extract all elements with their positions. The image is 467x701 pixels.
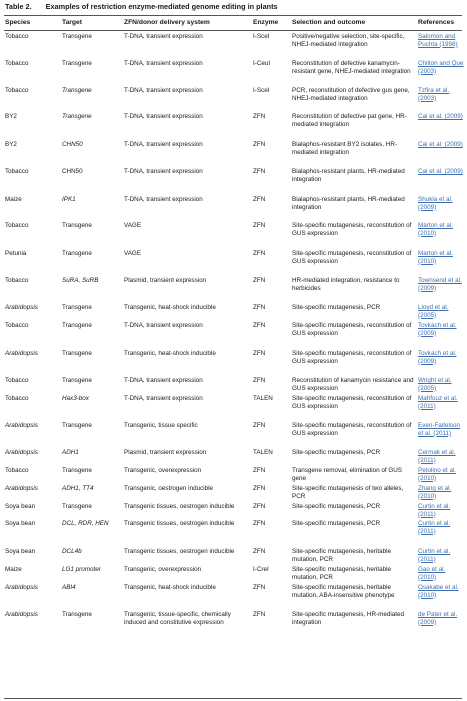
target-cell: Transgene	[62, 60, 92, 67]
target-cell: LG1 promoter	[62, 566, 101, 573]
enzyme-cell: ZFN	[253, 377, 266, 384]
top-rule	[4, 15, 462, 16]
system-cell: T-DNA, transient expression	[124, 377, 203, 384]
outcome-cell: Reconstitution of kanamycin resistance and GUS expression	[292, 377, 414, 392]
enzyme-cell: ZFN	[253, 422, 266, 429]
enzyme-cell: ZFN	[253, 503, 266, 510]
target-cell: ADH1	[62, 449, 79, 456]
species-cell: Tobacco	[5, 395, 29, 402]
species-cell: Arabidopsis	[5, 485, 38, 492]
outcome-cell: Site-specific mutagenesis, reconstitution of GUS expression	[292, 422, 412, 437]
outcome-cell: Site-specific mutagenesis, heritable mutation, PCR	[292, 566, 392, 581]
outcome-cell: Site-specific mutagenesis, PCR	[292, 304, 381, 311]
target-cell: Transgene	[62, 87, 92, 94]
reference-cell[interactable]: Wright et al. (2005)	[418, 377, 452, 392]
target-cell: Transgene	[62, 422, 92, 429]
outcome-cell: Site-specific mutagenesis, PCR	[292, 520, 381, 527]
outcome-cell: Transgene removal, elimination of GUS gene	[292, 467, 403, 482]
reference-cell[interactable]: Cai et al. (2009)	[418, 141, 463, 148]
outcome-cell: Site-specific mutagenesis, heritable mutation, ABA-insensitive phenotype	[292, 584, 395, 599]
enzyme-cell: ZFN	[253, 168, 266, 175]
species-cell: Soya bean	[5, 520, 36, 527]
reference-cell[interactable]: Shukla et al. (2009)	[418, 196, 453, 211]
reference-cell[interactable]: Curtin et al. (2011)	[418, 520, 451, 535]
system-cell: VAGE	[124, 250, 142, 257]
reference-cell[interactable]: Cai et al. (2009)	[418, 113, 463, 120]
target-cell: Transgene	[62, 304, 92, 311]
enzyme-cell: ZFN	[253, 222, 266, 229]
enzyme-cell: ZFN	[253, 548, 266, 555]
system-cell: T-DNA, transient expression	[124, 141, 203, 148]
target-cell: DCL, RDR, HEN	[62, 520, 109, 527]
system-cell: T-DNA, transient expression	[124, 395, 203, 402]
target-cell: CHN50	[62, 168, 83, 175]
target-cell: Transgene	[62, 350, 92, 357]
system-cell: T-DNA, transient expression	[124, 113, 203, 120]
species-cell: Soya bean	[5, 548, 36, 555]
enzyme-cell: ZFN	[253, 611, 266, 618]
bottom-rule	[4, 698, 462, 699]
species-cell: Tobacco	[5, 60, 29, 67]
outcome-cell: Site-specific mutagenesis, reconstitution of GUS expression	[292, 350, 412, 365]
target-cell: Transgene	[62, 250, 92, 257]
system-cell: Transgenic, tissue specific	[124, 422, 198, 429]
system-cell: Transgenic, overexpression	[124, 566, 202, 573]
target-cell: Transgene	[62, 467, 92, 474]
system-cell: Transgenic, heat-shock inducible	[124, 584, 216, 591]
species-cell: Arabidopsis	[5, 449, 38, 456]
reference-cell[interactable]: Marton et al. (2010)	[418, 250, 453, 265]
species-cell: Arabidopsis	[5, 350, 38, 357]
outcome-cell: Bialaphos-resistant BY2 isolates, HR-mediated integration	[292, 141, 397, 156]
header-references: References	[418, 19, 455, 26]
target-cell: Transgene	[62, 611, 92, 618]
enzyme-cell: I-CeuI	[253, 60, 271, 67]
reference-cell[interactable]: Mahfouz et al. (2011)	[418, 395, 458, 410]
outcome-cell: Site-specific mutagenesis, reconstitution of GUS expression	[292, 250, 412, 265]
system-cell: Transgenic, heat-shock inducible	[124, 350, 216, 357]
target-cell: Transgene	[62, 377, 92, 384]
enzyme-cell: ZFN	[253, 141, 266, 148]
target-cell: ABI4	[62, 584, 76, 591]
target-cell: Transgene	[62, 503, 92, 510]
outcome-cell: Site-specific mutagenesis, PCR	[292, 503, 381, 510]
reference-cell[interactable]: Curtin et al. (2011)	[418, 503, 451, 518]
species-cell: Tobacco	[5, 33, 29, 40]
enzyme-cell: I-SceI	[253, 33, 270, 40]
species-cell: Tobacco	[5, 168, 29, 175]
header-enzyme: Enzyme	[253, 19, 279, 26]
species-cell: Tobacco	[5, 87, 29, 94]
target-cell: Hax3-box	[62, 395, 89, 402]
outcome-cell: Site-specific mutagenesis, heritable mutation, PCR	[292, 548, 392, 563]
reference-cell[interactable]: Curtin et al. (2011)	[418, 548, 451, 563]
species-cell: Tobacco	[5, 467, 29, 474]
species-cell: Arabidopsis	[5, 304, 38, 311]
outcome-cell: Bialaphos-resistant plants, HR-mediated integration	[292, 196, 405, 211]
reference-cell[interactable]: Even-Faitelson et al. (2011)	[418, 422, 460, 437]
reference-cell[interactable]: Osakabe et al. (2010)	[418, 584, 459, 599]
table-label: Table 2.	[5, 2, 32, 11]
target-cell: CHN50	[62, 141, 83, 148]
target-cell: Transgene	[62, 322, 92, 329]
system-cell: Transgenic tissues, oestrogen inducible	[124, 548, 235, 555]
reference-cell[interactable]: Townsend et al. (2009)	[418, 277, 462, 292]
system-cell: Transgenic tissues, oestrogen inducible	[124, 520, 235, 527]
outcome-cell: Site-specific mutagenesis of two alleles, PCR	[292, 485, 404, 500]
header-outcome: Selection and outcome	[292, 19, 366, 26]
system-cell: Plasmid, transient expression	[124, 277, 207, 284]
system-cell: Transgenic, heat-shock inducible	[124, 304, 216, 311]
enzyme-cell: ZFN	[253, 485, 266, 492]
system-cell: Transgenic, overexpression	[124, 467, 202, 474]
outcome-cell: Site-specific mutagenesis, HR-mediated integration	[292, 611, 404, 626]
reference-cell[interactable]: Tovkach et al. (2009)	[418, 350, 457, 365]
table-title: Examples of restriction enzyme-mediated genome editing in plants	[45, 2, 278, 11]
reference-cell[interactable]: Petolino et al. (2010)	[418, 467, 457, 482]
species-cell: Maize	[5, 196, 22, 203]
enzyme-cell: TALEN	[253, 395, 273, 402]
outcome-cell: Site-specific mutagenesis, reconstitution of GUS expression	[292, 322, 412, 337]
enzyme-cell: ZFN	[253, 113, 266, 120]
reference-cell[interactable]: Tovkach et al. (2009)	[418, 322, 457, 337]
enzyme-cell: ZFN	[253, 350, 266, 357]
system-cell: Transgenic, oestrogen inducible	[124, 485, 214, 492]
system-cell: VAGE	[124, 222, 142, 229]
enzyme-cell: ZFN	[253, 584, 266, 591]
reference-cell[interactable]: Lloyd et al. (2005)	[418, 304, 449, 319]
species-cell: BY2	[5, 113, 17, 120]
enzyme-cell: ZFN	[253, 196, 266, 203]
system-cell: Plasmid, transient expression	[124, 449, 207, 456]
species-cell: Petunia	[5, 250, 27, 257]
species-cell: Arabidopsis	[5, 422, 38, 429]
enzyme-cell: ZFN	[253, 520, 266, 527]
outcome-cell: Site-specific mutagenesis, reconstitution of GUS expression	[292, 395, 412, 410]
enzyme-cell: ZFN	[253, 250, 266, 257]
species-cell: Tobacco	[5, 322, 29, 329]
header-target: Target	[62, 19, 82, 26]
enzyme-cell: I-SceI	[253, 87, 270, 94]
reference-cell[interactable]: Cai et al. (2009)	[418, 168, 463, 175]
species-cell: Tobacco	[5, 377, 29, 384]
species-cell: Maize	[5, 566, 22, 573]
enzyme-cell: I-CreI	[253, 566, 269, 573]
outcome-cell: Site-specific mutagenesis, reconstitution of GUS expression	[292, 222, 412, 237]
reference-cell[interactable]: Salomon and Puchta (1998)	[418, 33, 458, 48]
target-cell: Transgene	[62, 33, 92, 40]
enzyme-cell: TALEN	[253, 449, 273, 456]
outcome-cell: PCR, reconstitution of defective gus gene, NHEJ-mediated integration	[292, 87, 410, 102]
target-cell: DCL4b	[62, 548, 82, 555]
species-cell: Arabidopsis	[5, 584, 38, 591]
reference-cell[interactable]: Cermak et al. (2011)	[418, 449, 456, 464]
enzyme-cell: ZFN	[253, 304, 266, 311]
table-caption	[5, 1, 460, 15]
species-cell: Arabidopsis	[5, 611, 38, 618]
outcome-cell: Site-specific mutagenesis, PCR	[292, 449, 381, 456]
header-rule	[4, 30, 462, 31]
system-cell: T-DNA, transient expression	[124, 87, 203, 94]
system-cell: T-DNA, transient expression	[124, 60, 203, 67]
header-system: ZFN/donor delivery system	[124, 19, 210, 26]
reference-cell[interactable]: Marton et al. (2010)	[418, 222, 453, 237]
system-cell: T-DNA, transient expression	[124, 196, 203, 203]
enzyme-cell: ZFN	[253, 277, 266, 284]
system-cell: Transgenic tissues, oestrogen inducible	[124, 503, 235, 510]
species-cell: Tobacco	[5, 222, 29, 229]
target-cell: Transgene	[62, 113, 92, 120]
system-cell: Transgenic, tissue-specific, chemically induced and constitutive expression	[124, 611, 231, 626]
target-cell: SuRA, SuRB	[62, 277, 99, 284]
species-cell: Soya bean	[5, 503, 36, 510]
system-cell: T-DNA, transient expression	[124, 168, 203, 175]
outcome-cell: HR-mediated integration, resistance to herbicides	[292, 277, 400, 292]
reference-cell[interactable]: Zhang et al. (2010)	[418, 485, 452, 500]
target-cell: Transgene	[62, 222, 92, 229]
outcome-cell: Reconstitution of defective kanamycin-resistant gene, NHEJ-mediated integration	[292, 60, 411, 75]
outcome-cell: Bialaphos-resistant plants, HR-mediated integration	[292, 168, 405, 183]
system-cell: T-DNA, transient expression	[124, 322, 203, 329]
target-cell: ADH1, TT4	[62, 485, 94, 492]
reference-cell[interactable]: Chilton and Que (2003)	[418, 60, 464, 75]
header-species: Species	[5, 19, 31, 26]
reference-cell[interactable]: de Pater et al. (2009)	[418, 611, 458, 626]
species-cell: BY2	[5, 141, 17, 148]
reference-cell[interactable]: Tzfira et al. (2003)	[418, 87, 450, 102]
system-cell: T-DNA, transient expression	[124, 33, 203, 40]
target-cell: IPK1	[62, 196, 76, 203]
outcome-cell: Reconstitution of defective pat gene, HR-mediated integration	[292, 113, 407, 128]
enzyme-cell: ZFN	[253, 322, 266, 329]
enzyme-cell: ZFN	[253, 467, 266, 474]
outcome-cell: Positive/negative selection, site-specific, NHEJ-mediated integration	[292, 33, 405, 48]
reference-cell[interactable]: Gao et al. (2010)	[418, 566, 446, 581]
species-cell: Tobacco	[5, 277, 29, 284]
